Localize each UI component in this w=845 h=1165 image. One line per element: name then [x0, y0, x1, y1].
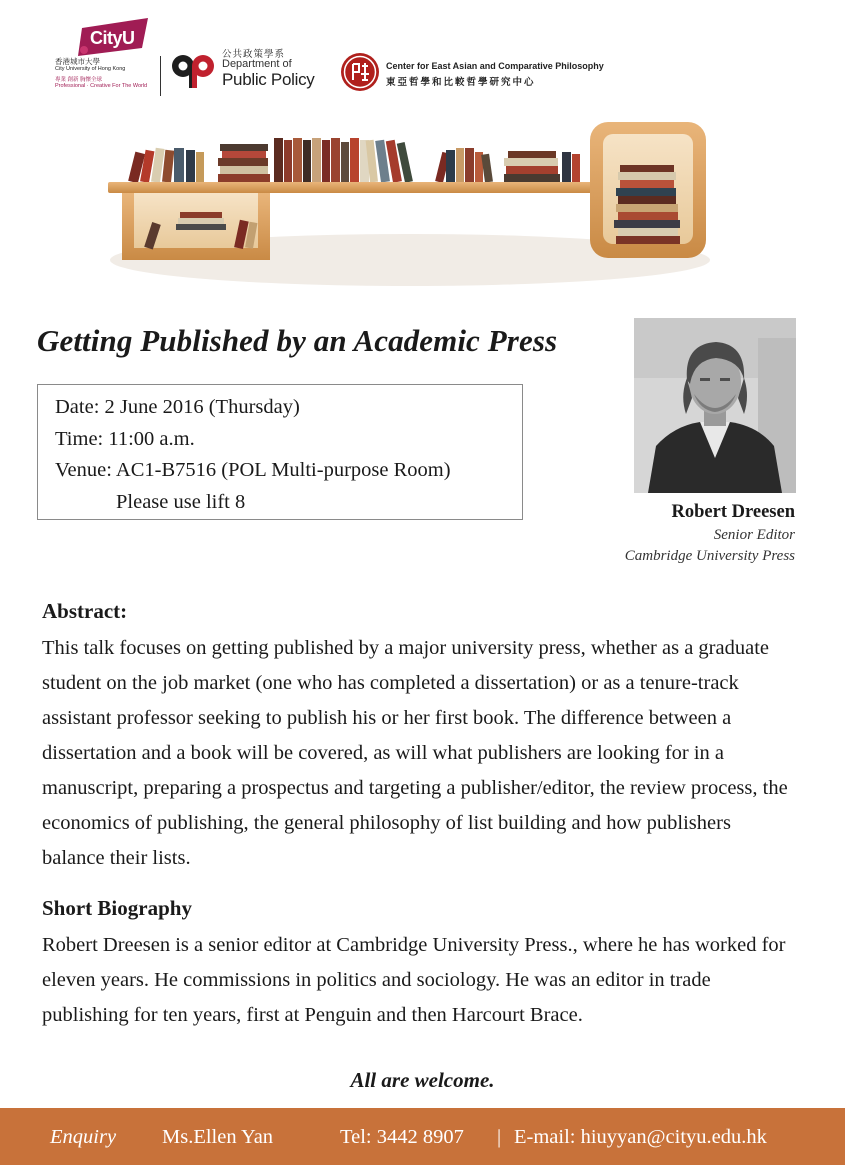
- dpp-monogram-icon: [170, 50, 216, 90]
- contact-email[interactable]: E-mail: hiuyyan@cityu.edu.hk: [514, 1126, 767, 1148]
- speaker-organization: Cambridge University Press: [624, 548, 795, 564]
- dpp-logo: [170, 46, 325, 94]
- event-venue: Venue: AC1-B7516 (POL Multi-purpose Room): [55, 459, 451, 481]
- cityu-motto-cn: 專業 創新 胸懷全球: [55, 77, 103, 83]
- enquiry-label: Enquiry: [50, 1126, 117, 1148]
- welcome-note: All are welcome.: [350, 1068, 495, 1092]
- cityu-motto-en: Professional · Creative For The World: [55, 83, 148, 89]
- event-date: Date: 2 June 2016 (Thursday): [55, 396, 300, 418]
- dpp-name-cn: 公共政策學系: [222, 50, 286, 60]
- contact-phone: Tel: 3442 8907: [340, 1126, 464, 1148]
- biography-text: Robert Dreesen is a senior editor at Cambridge University Press., where he has worked for eleven years. He commissions in politics and sociology. He was an editor in trade publishing for ten years, first at Penguin and then Harcourt Brace.: [42, 934, 786, 1026]
- books-left-group: [128, 148, 204, 183]
- books-right-row: [435, 148, 493, 183]
- cityu-wordmark: CityU: [90, 28, 135, 48]
- event-lift-note: Please use lift 8: [116, 490, 246, 513]
- speaker-role: Senior Editor: [713, 527, 795, 543]
- cityu-name-cn: 香港城市大學: [55, 57, 100, 66]
- books-stack-right: [504, 151, 580, 182]
- dpp-name-line1: Department of: [222, 58, 292, 70]
- speaker-name: Robert Dreesen: [671, 502, 795, 522]
- cityu-logo: [52, 16, 152, 96]
- abstract-text: This talk focuses on getting published by a major university press, whether as a graduate student on the job market (one who has completed a dissertation) or as a tenure-track assistant professor seeking to publish his or her first book. The difference between a dissertation and a book will be covered, as will what publishers are looking for in a manuscript, preparing a prospectus and targeting a publisher/editor, the review process, the economics of publishing, the general philosophy of list building and how publishers balance their lists.: [42, 637, 788, 869]
- ceacp-seal-icon: [340, 52, 380, 92]
- logo-divider: [160, 56, 161, 96]
- ceacp-name-en: Center for East Asian and Comparative Philosophy: [386, 61, 604, 71]
- dpp-name-line2: Public Policy: [222, 70, 315, 89]
- cityu-name-en: City University of Hong Kong: [55, 66, 126, 72]
- books-stack-left: [218, 144, 270, 182]
- footer-separator: |: [497, 1126, 502, 1148]
- event-title: Getting Published by an Academic Press: [37, 323, 558, 358]
- speaker-photo: [634, 318, 796, 493]
- ceacp-name-cn: 東亞哲學和比較哲學研究中心: [386, 77, 536, 88]
- bookshelf-illustration: [100, 110, 720, 310]
- books-middle-row: [274, 138, 413, 183]
- event-time: Time: 11:00 a.m.: [55, 427, 195, 450]
- ceacp-logo: [340, 52, 610, 94]
- books-right-box-stack: [614, 165, 680, 244]
- event-details-box: [37, 384, 523, 520]
- contact-name: Ms.Ellen Yan: [162, 1126, 274, 1148]
- abstract-heading: Abstract:: [42, 599, 128, 623]
- biography-heading: Short Biography: [42, 896, 192, 920]
- enquiry-footer: [0, 1108, 845, 1165]
